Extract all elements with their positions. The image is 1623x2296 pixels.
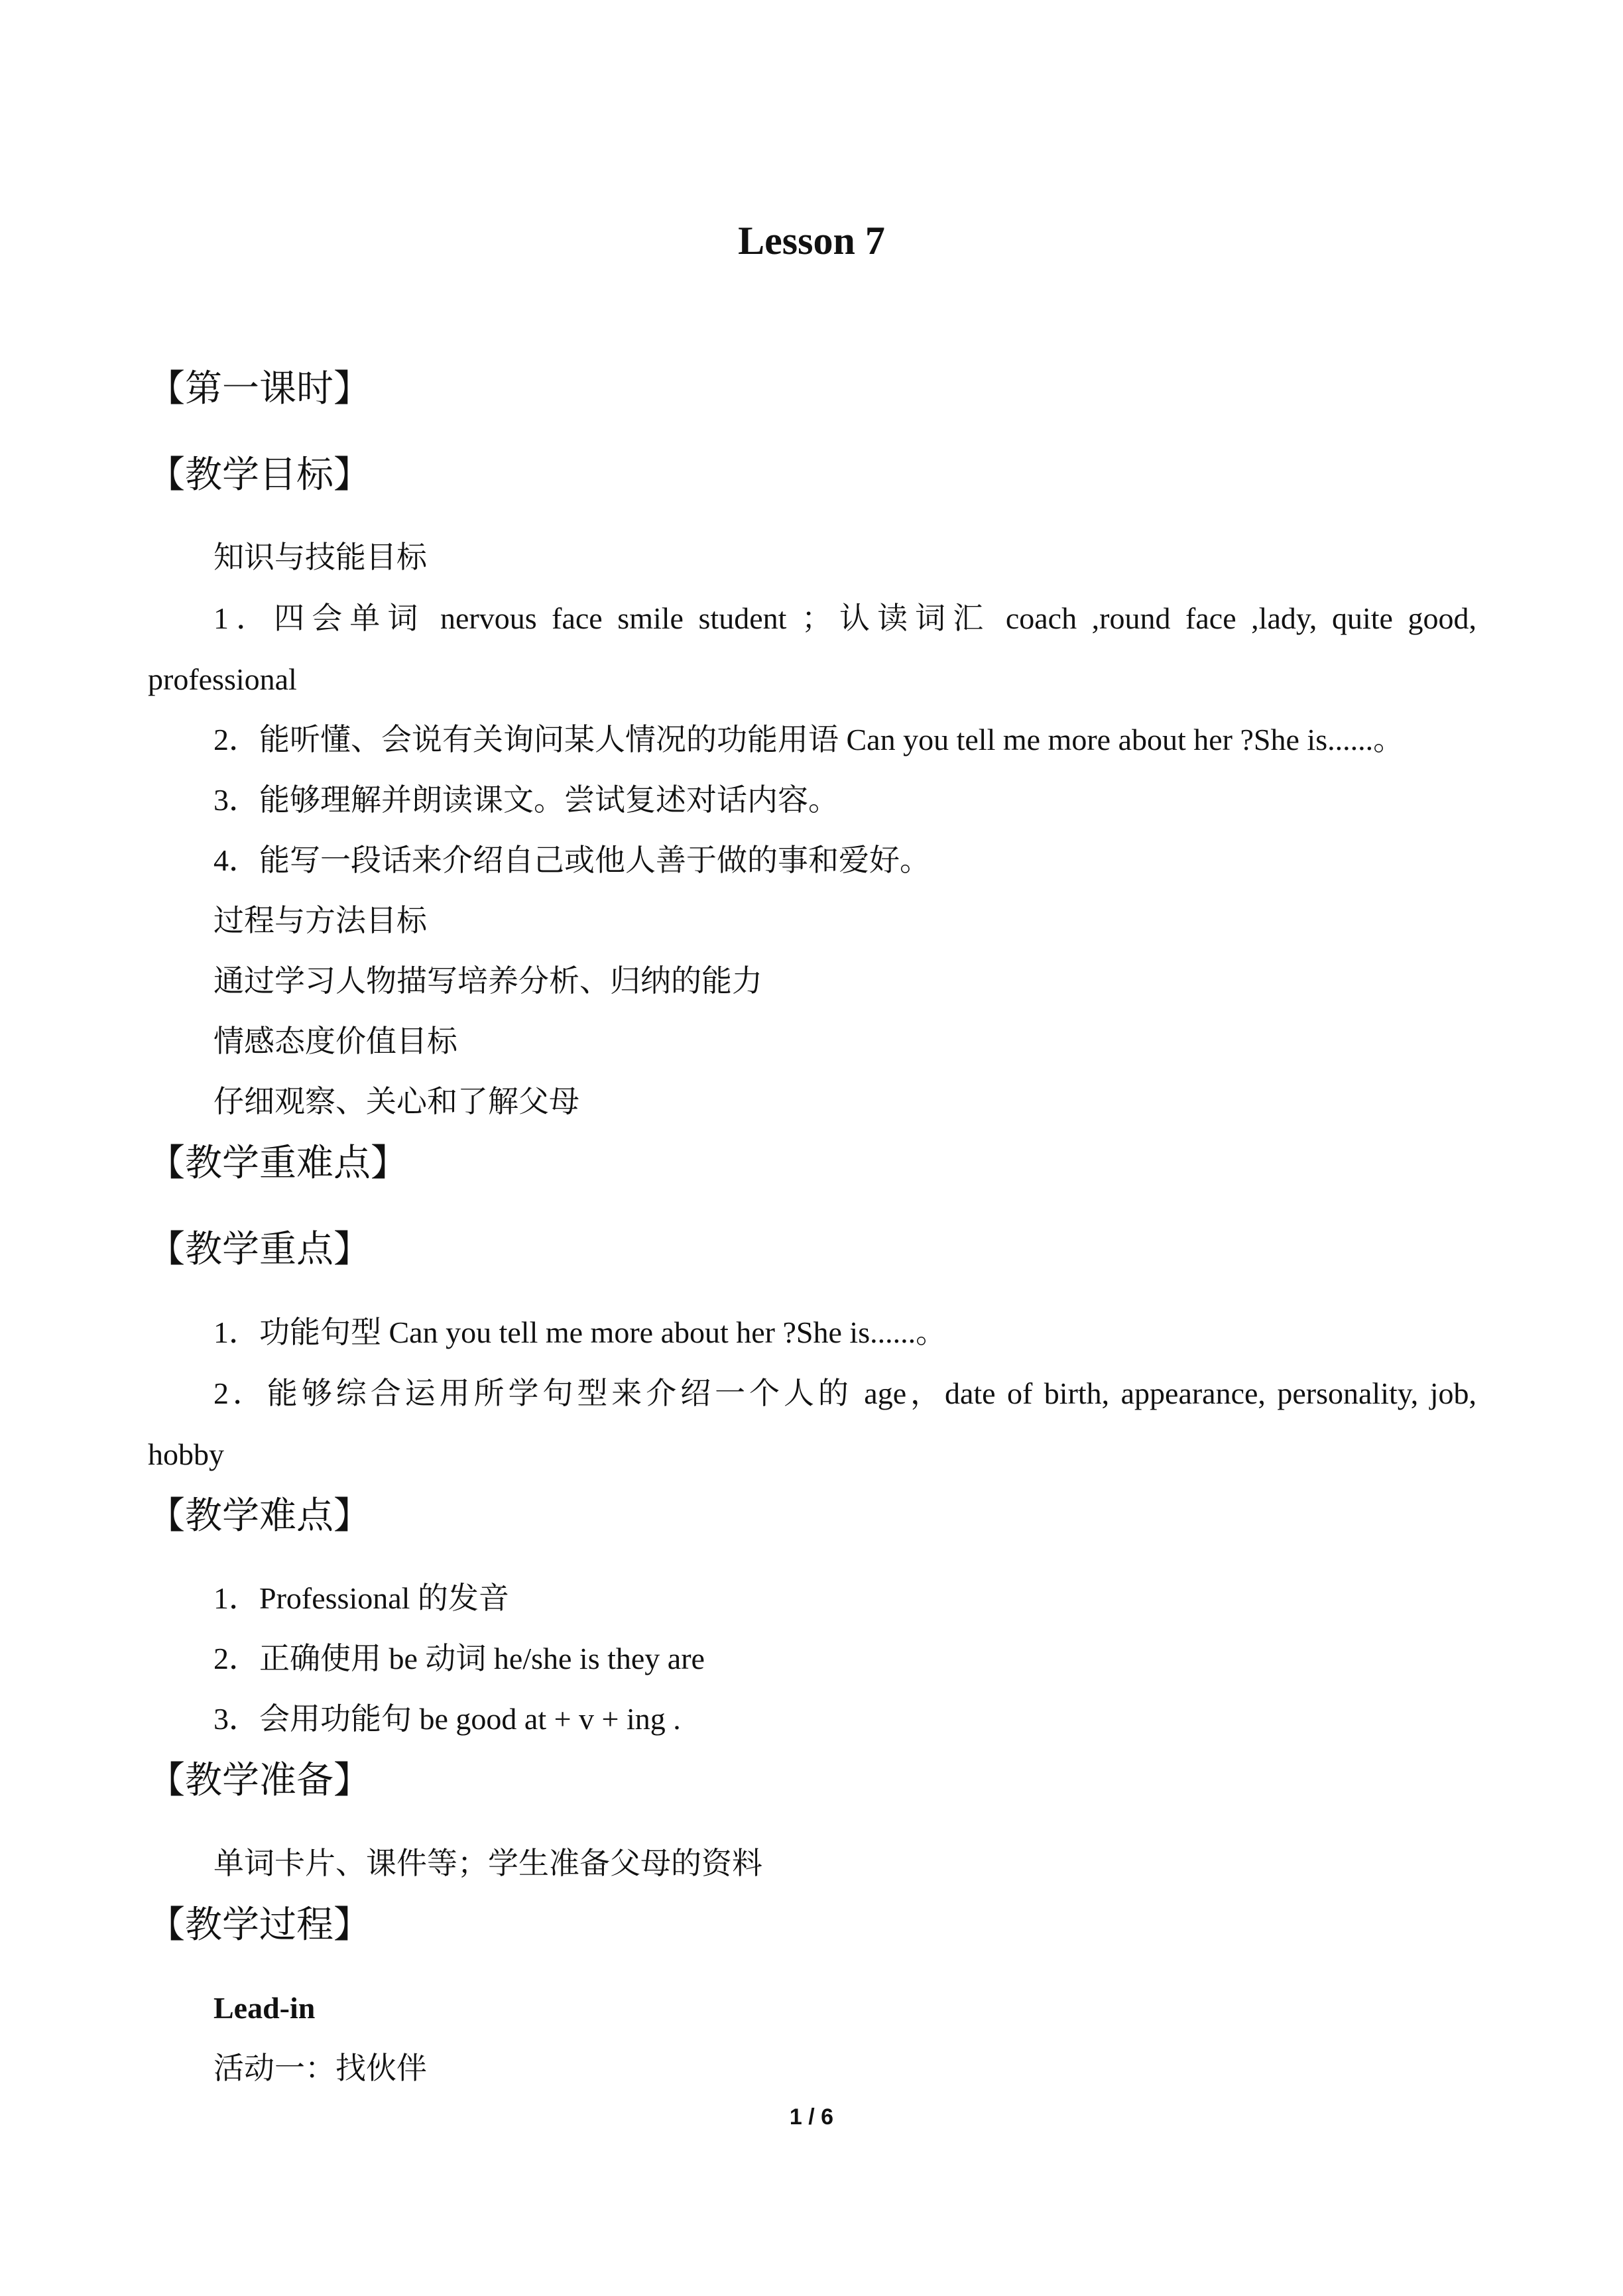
activity-1: 活动一：找伙伴	[213, 2051, 427, 2085]
heading-teaching-preparation: 【教学准备】	[148, 1760, 371, 1801]
key-point-2-line-1: 2．能够综合运用所学句型来介绍一个人的 age，date of birth, appearance, personality, job,	[213, 1376, 1476, 1410]
difficult-point-1: 1．Professional 的发音	[213, 1581, 509, 1615]
heading-first-period: 【第一课时】	[148, 369, 371, 410]
label-process-method: 过程与方法目标	[213, 904, 427, 937]
objective-1-line-1: 1．四会单词 nervous face smile student ；认读词汇 coach ,round face ,lady, quite good,	[213, 601, 1476, 635]
heading-key-difficult-points: 【教学重难点】	[148, 1143, 408, 1184]
key-point-1: 1．功能句型 Can you tell me more about her ?She is......。	[213, 1315, 947, 1349]
label-knowledge-skills: 知识与技能目标	[213, 540, 427, 574]
process-method-text: 通过学习人物描写培养分析、归纳的能力	[213, 964, 762, 998]
key-point-2-line-2: hobby	[148, 1437, 224, 1471]
lead-in-label: Lead-in	[213, 1991, 316, 2025]
objective-4: 4．能写一段话来介绍自己或他人善于做的事和爱好。	[213, 843, 930, 877]
objective-3: 3．能够理解并朗读课文。尝试复述对话内容。	[213, 783, 839, 817]
heading-teaching-procedure: 【教学过程】	[148, 1905, 371, 1946]
label-emotion-values: 情感态度价值目标	[213, 1024, 457, 1058]
emotion-values-text: 仔细观察、关心和了解父母	[213, 1085, 579, 1118]
difficult-point-2: 2．正确使用 be 动词 he/she is they are	[213, 1642, 705, 1675]
objective-1-line-2: professional	[148, 662, 297, 696]
heading-key-points: 【教学重点】	[148, 1229, 371, 1270]
heading-difficult-points: 【教学难点】	[148, 1496, 371, 1537]
preparation-text: 单词卡片、课件等；学生准备父母的资料	[213, 1846, 762, 1880]
heading-teaching-objectives: 【教学目标】	[148, 455, 371, 496]
difficult-point-3: 3．会用功能句 be good at + v + ing .	[213, 1702, 681, 1736]
document-title: Lesson 7	[738, 219, 885, 263]
objective-2: 2．能听懂、会说有关询问某人情况的功能用语 Can you tell me more about her ?She is......。	[213, 723, 1404, 756]
page-number: 1 / 6	[789, 2104, 834, 2130]
